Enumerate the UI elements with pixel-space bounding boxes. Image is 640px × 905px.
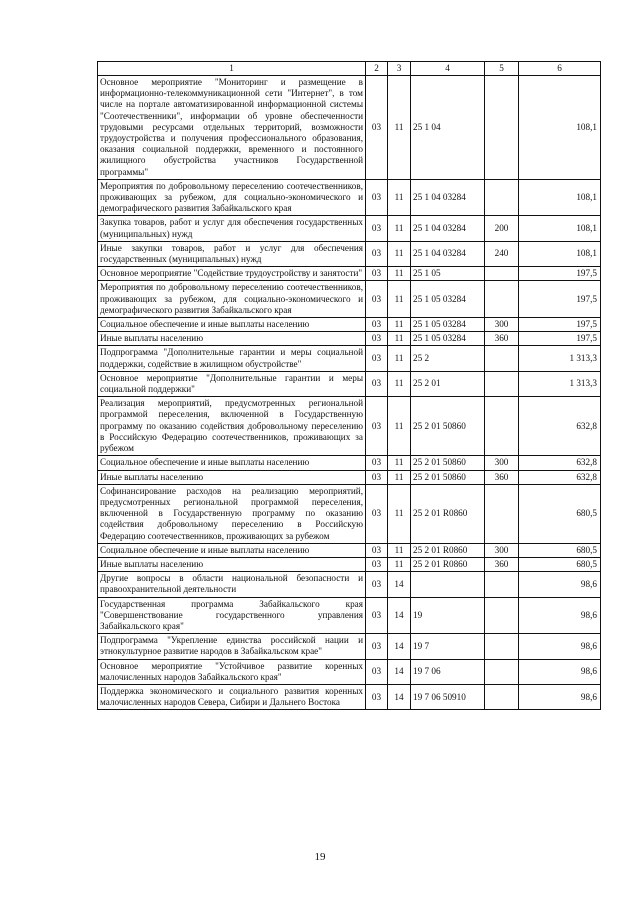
cell-amount: 632,8 — [519, 456, 601, 470]
cell-target-item: 19 — [411, 597, 485, 634]
cell-name: Реализация мероприятий, предусмотренных региональной программой переселения, включенной в Государственную программу по оказанию содействия добровольному переселению в Российскую Федерацию соотечественников, проживающих за рубежом — [98, 397, 366, 456]
cell-target-item: 25 1 05 03284 — [411, 318, 485, 332]
cell-name: Мероприятия по добровольному переселению соотечественников, проживающих за рубежом, для социально-экономического и демографического развития Забайкальского края — [98, 281, 366, 318]
cell-expense-type — [485, 267, 519, 281]
cell-expense-type: 200 — [485, 216, 519, 241]
cell-target-item: 25 1 04 03284 — [411, 241, 485, 266]
cell-amount: 1 313,3 — [519, 346, 601, 371]
cell-section: 03 — [366, 241, 388, 266]
cell-target-item — [411, 572, 485, 597]
table-row — [98, 179, 601, 216]
cell-target-item: 25 1 05 03284 — [411, 332, 485, 346]
cell-expense-type — [485, 572, 519, 597]
cell-name: Иные закупки товаров, работ и услуг для обеспечения государственных (муниципальных) нужд — [98, 241, 366, 266]
cell-subsection: 14 — [388, 659, 411, 684]
cell-expense-type: 300 — [485, 456, 519, 470]
cell-amount: 680,5 — [519, 557, 601, 571]
cell-amount: 108,1 — [519, 241, 601, 266]
cell-name: Государственная программа Забайкальского края "Совершенствование государственного управления Забайкальского края" — [98, 597, 366, 634]
cell-target-item: 25 2 01 50860 — [411, 470, 485, 484]
cell-subsection: 11 — [388, 397, 411, 456]
cell-section: 03 — [366, 267, 388, 281]
table-row — [98, 684, 601, 709]
cell-name: Иные выплаты населению — [98, 332, 366, 346]
cell-amount: 108,1 — [519, 76, 601, 180]
cell-subsection: 11 — [388, 179, 411, 216]
cell-name: Мероприятия по добровольному переселению соотечественников, проживающих за рубежом, для социально-экономического и демографического развития Забайкальского края — [98, 179, 366, 216]
cell-amount: 108,1 — [519, 179, 601, 216]
cell-name: Софинансирование расходов на реализацию мероприятий, предусмотренных региональной программой переселения, включенной в Государственную программу по оказанию содействия добровольному переселению в Российскую Федерацию соотечественников, проживающих за рубежом — [98, 484, 366, 543]
header-col-3: 3 — [388, 62, 411, 76]
cell-target-item: 25 2 — [411, 346, 485, 371]
cell-subsection: 14 — [388, 572, 411, 597]
page-number: 19 — [314, 851, 326, 863]
cell-target-item: 25 1 05 03284 — [411, 281, 485, 318]
cell-expense-type: 240 — [485, 241, 519, 266]
table-row — [98, 484, 601, 543]
cell-amount: 98,6 — [519, 659, 601, 684]
table-header — [98, 62, 601, 76]
cell-section: 03 — [366, 456, 388, 470]
header-col-6: 6 — [519, 62, 601, 76]
cell-amount: 197,5 — [519, 332, 601, 346]
table-row — [98, 470, 601, 484]
table-row — [98, 597, 601, 634]
cell-name: Основное мероприятие "Устойчивое развитие коренных малочисленных народов Забайкальского края" — [98, 659, 366, 684]
cell-section: 03 — [366, 684, 388, 709]
table-row — [98, 634, 601, 659]
cell-name: Закупка товаров, работ и услуг для обеспечения государственных (муниципальных) нужд — [98, 216, 366, 241]
cell-section: 03 — [366, 543, 388, 557]
table-row — [98, 371, 601, 396]
cell-expense-type — [485, 484, 519, 543]
cell-name: Подпрограмма "Дополнительные гарантии и меры социальной поддержки, содействие в жилищном обустройстве" — [98, 346, 366, 371]
cell-section: 03 — [366, 557, 388, 571]
table-row — [98, 216, 601, 241]
header-col-5: 5 — [485, 62, 519, 76]
cell-expense-type — [485, 684, 519, 709]
cell-amount: 632,8 — [519, 397, 601, 456]
cell-subsection: 11 — [388, 371, 411, 396]
table-row — [98, 456, 601, 470]
table-row — [98, 659, 601, 684]
table-row — [98, 241, 601, 266]
cell-section: 03 — [366, 470, 388, 484]
cell-name: Иные выплаты населению — [98, 557, 366, 571]
cell-expense-type — [485, 397, 519, 456]
cell-subsection: 11 — [388, 76, 411, 180]
table-row — [98, 346, 601, 371]
cell-expense-type: 360 — [485, 557, 519, 571]
cell-subsection: 14 — [388, 684, 411, 709]
cell-target-item: 25 2 01 50860 — [411, 397, 485, 456]
cell-amount: 1 313,3 — [519, 371, 601, 396]
cell-name: Основное мероприятие "Мониторинг и размещение в информационно-телекоммуникационной сети "Интернет", в том числе на портале автоматизированной информационной системы "Соотечественники", информации об уровне обеспеченности трудовыми ресурсами отдельных территорий, возможности трудоустройства и получения профессионального образования, оказания социальной поддержки, временного и постоянного жилищного обустройства участников Государственной программы" — [98, 76, 366, 180]
table-row — [98, 397, 601, 456]
cell-expense-type — [485, 281, 519, 318]
cell-target-item: 25 2 01 50860 — [411, 456, 485, 470]
cell-expense-type — [485, 76, 519, 180]
cell-subsection: 14 — [388, 597, 411, 634]
cell-amount: 632,8 — [519, 470, 601, 484]
cell-name: Основное мероприятие "Дополнительные гарантии и меры социальной поддержки" — [98, 371, 366, 396]
cell-subsection: 11 — [388, 484, 411, 543]
cell-section: 03 — [366, 346, 388, 371]
cell-target-item: 19 7 — [411, 634, 485, 659]
cell-section: 03 — [366, 371, 388, 396]
cell-target-item: 25 1 04 — [411, 76, 485, 180]
cell-target-item: 19 7 06 — [411, 659, 485, 684]
table-row — [98, 572, 601, 597]
cell-name: Подпрограмма "Укрепление единства российской нации и этнокультурное развитие народов в Забайкальском крае" — [98, 634, 366, 659]
cell-target-item: 25 2 01 — [411, 371, 485, 396]
table-row — [98, 267, 601, 281]
cell-section: 03 — [366, 634, 388, 659]
header-row — [98, 62, 601, 76]
table-row — [98, 332, 601, 346]
cell-subsection: 11 — [388, 318, 411, 332]
cell-subsection: 11 — [388, 241, 411, 266]
cell-amount: 680,5 — [519, 484, 601, 543]
cell-target-item: 25 2 01 R0860 — [411, 484, 485, 543]
cell-subsection: 11 — [388, 557, 411, 571]
cell-amount: 197,5 — [519, 281, 601, 318]
cell-section: 03 — [366, 76, 388, 180]
cell-section: 03 — [366, 318, 388, 332]
cell-amount: 680,5 — [519, 543, 601, 557]
cell-name: Поддержка экономического и социального развития коренных малочисленных народов Севера, Сибири и Дальнего Востока — [98, 684, 366, 709]
cell-section: 03 — [366, 281, 388, 318]
cell-amount: 197,5 — [519, 318, 601, 332]
cell-expense-type — [485, 659, 519, 684]
cell-expense-type — [485, 597, 519, 634]
budget-table — [97, 61, 601, 710]
cell-amount: 98,6 — [519, 572, 601, 597]
cell-section: 03 — [366, 597, 388, 634]
cell-subsection: 11 — [388, 216, 411, 241]
table-row — [98, 543, 601, 557]
cell-subsection: 11 — [388, 470, 411, 484]
cell-section: 03 — [366, 659, 388, 684]
cell-section: 03 — [366, 216, 388, 241]
cell-target-item: 25 2 01 R0860 — [411, 543, 485, 557]
header-col-2: 2 — [366, 62, 388, 76]
cell-name: Иные выплаты населению — [98, 470, 366, 484]
cell-subsection: 11 — [388, 543, 411, 557]
cell-name: Социальное обеспечение и иные выплаты населению — [98, 543, 366, 557]
cell-expense-type: 300 — [485, 543, 519, 557]
cell-name: Социальное обеспечение и иные выплаты населению — [98, 318, 366, 332]
cell-section: 03 — [366, 179, 388, 216]
cell-target-item: 25 1 04 03284 — [411, 216, 485, 241]
cell-expense-type — [485, 371, 519, 396]
header-col-1: 1 — [98, 62, 366, 76]
cell-target-item: 25 1 05 — [411, 267, 485, 281]
cell-expense-type: 360 — [485, 470, 519, 484]
cell-section: 03 — [366, 332, 388, 346]
cell-name: Основное мероприятие "Содействие трудоустройству и занятости" — [98, 267, 366, 281]
cell-name: Социальное обеспечение и иные выплаты населению — [98, 456, 366, 470]
table-row — [98, 281, 601, 318]
table-row — [98, 318, 601, 332]
cell-subsection: 11 — [388, 281, 411, 318]
cell-expense-type: 360 — [485, 332, 519, 346]
table-row — [98, 76, 601, 180]
cell-subsection: 11 — [388, 456, 411, 470]
header-col-4: 4 — [411, 62, 485, 76]
table-row — [98, 557, 601, 571]
cell-target-item: 25 2 01 R0860 — [411, 557, 485, 571]
cell-amount: 197,5 — [519, 267, 601, 281]
cell-section: 03 — [366, 572, 388, 597]
cell-subsection: 11 — [388, 346, 411, 371]
cell-amount: 108,1 — [519, 216, 601, 241]
cell-subsection: 14 — [388, 634, 411, 659]
cell-target-item: 25 1 04 03284 — [411, 179, 485, 216]
cell-expense-type — [485, 346, 519, 371]
cell-subsection: 11 — [388, 332, 411, 346]
cell-expense-type: 300 — [485, 318, 519, 332]
cell-expense-type — [485, 179, 519, 216]
cell-amount: 98,6 — [519, 597, 601, 634]
cell-target-item: 19 7 06 50910 — [411, 684, 485, 709]
cell-name: Другие вопросы в области национальной безопасности и правоохранительной деятельности — [98, 572, 366, 597]
cell-expense-type — [485, 634, 519, 659]
cell-section: 03 — [366, 397, 388, 456]
cell-amount: 98,6 — [519, 634, 601, 659]
cell-section: 03 — [366, 484, 388, 543]
cell-amount: 98,6 — [519, 684, 601, 709]
cell-subsection: 11 — [388, 267, 411, 281]
table-body — [98, 76, 601, 710]
